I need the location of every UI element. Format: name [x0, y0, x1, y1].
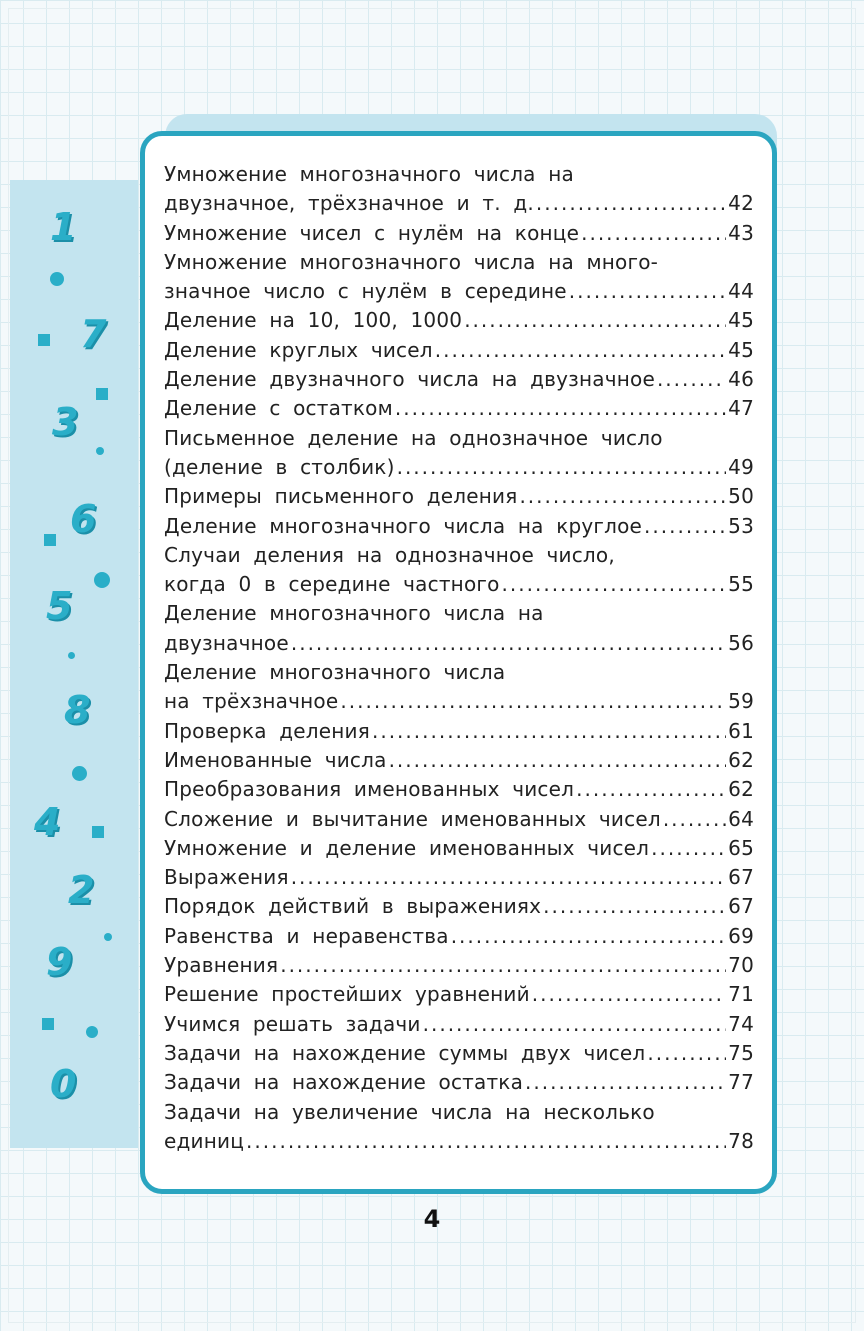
side-digit: 4 — [34, 800, 61, 844]
toc-entry-title: двузначное — [164, 630, 289, 655]
toc-entry-page: 47 — [728, 396, 754, 421]
toc-entry-title: Деление на 10, 100, 1000 — [164, 308, 463, 333]
toc-entry-first-line — [164, 599, 754, 628]
toc-entry[interactable] — [164, 570, 754, 599]
toc-entry-title-start: Деление многозначного числа на — [164, 601, 544, 626]
dot-leader — [543, 892, 726, 921]
side-digit: 9 — [46, 940, 73, 984]
dot-leader — [280, 951, 726, 980]
dot-leader — [576, 775, 726, 804]
toc-entry-title: Деление многозначного числа на круглое — [164, 513, 643, 538]
toc-entry-title: Примеры письменного деления — [164, 484, 518, 509]
toc-entry-first-line — [164, 541, 754, 570]
side-digit: 1 — [50, 205, 77, 249]
toc-entry[interactable] — [164, 1068, 754, 1097]
toc-entry-title: Деление круглых чисел — [164, 337, 433, 362]
dot-leader — [291, 863, 726, 892]
toc-entry-title: Уравнения — [164, 953, 279, 978]
toc-entry-page: 50 — [728, 484, 754, 509]
toc-entry[interactable] — [164, 482, 754, 511]
toc-entry-page: 75 — [728, 1040, 754, 1065]
toc-entry-title: Задачи на нахождение остатка — [164, 1070, 524, 1095]
toc-entry[interactable] — [164, 805, 754, 834]
side-digit: 6 — [70, 497, 97, 541]
dot-leader — [519, 482, 726, 511]
toc-entry-page: 65 — [728, 835, 754, 860]
toc-entry[interactable] — [164, 922, 754, 951]
toc-entry[interactable] — [164, 892, 754, 921]
toc-entry-title-start: Деление многозначного числа — [164, 660, 506, 685]
toc-entry[interactable] — [164, 980, 754, 1009]
toc-entry-page: 70 — [728, 953, 754, 978]
toc-entry-title: Порядок действий в выражениях — [164, 894, 542, 919]
dot-leader — [569, 277, 726, 306]
dot-leader — [663, 805, 726, 834]
page-number: 4 — [423, 1205, 441, 1233]
side-digit: 3 — [52, 400, 79, 444]
dot-leader — [581, 219, 726, 248]
toc-entry-title-start: Умножение многозначного числа на много- — [164, 249, 659, 274]
toc-entry-page: 55 — [728, 572, 754, 597]
dot-leader — [502, 570, 727, 599]
toc-entry-title: когда 0 в середине частного — [164, 572, 500, 597]
side-digit: 2 — [68, 868, 95, 912]
toc-entry-title: Умножение и деление именованных чисел — [164, 835, 650, 860]
toc-entry-page: 59 — [728, 689, 754, 714]
toc-entry-first-line — [164, 1098, 754, 1127]
decor-square — [92, 826, 104, 838]
dot-leader — [246, 1127, 726, 1156]
toc-entry[interactable] — [164, 189, 754, 218]
toc-entry-first-line — [164, 160, 754, 189]
toc-entry-title: Деление двузначного числа на двузначное — [164, 367, 655, 392]
dot-leader — [395, 394, 726, 423]
toc-entry-page: 56 — [728, 630, 754, 655]
decor-dot — [104, 933, 112, 941]
toc-entry-first-line — [164, 424, 754, 453]
toc-entry-title: Именованные числа — [164, 747, 387, 772]
toc-entry[interactable] — [164, 775, 754, 804]
dot-leader — [532, 980, 726, 1009]
toc-entry-title: Деление с остатком — [164, 396, 393, 421]
decor-square — [38, 334, 50, 346]
toc-entry[interactable] — [164, 1039, 754, 1068]
dot-leader — [647, 1039, 726, 1068]
toc-entry-page: 44 — [728, 279, 754, 304]
dot-leader — [389, 746, 727, 775]
toc-entry-title: Преобразования именованных чисел — [164, 777, 575, 802]
toc-entry-page: 45 — [728, 337, 754, 362]
toc-entry[interactable] — [164, 277, 754, 306]
toc-entry-title-start: Задачи на увеличение числа на несколько — [164, 1099, 655, 1124]
side-digit: 5 — [46, 584, 73, 628]
dot-leader — [525, 1068, 726, 1097]
toc-entry-page: 78 — [728, 1128, 754, 1153]
toc-entry-page: 45 — [728, 308, 754, 333]
toc-entry-page: 46 — [728, 367, 754, 392]
toc-entry[interactable] — [164, 951, 754, 980]
toc-entry[interactable] — [164, 306, 754, 335]
toc-entry-title: единиц — [164, 1128, 245, 1153]
toc-entry-title: Учимся решать задачи — [164, 1011, 421, 1036]
toc-entry-title: значное число с нулём в середине — [164, 279, 567, 304]
toc-entry-title: Умножение чисел с нулём на конце — [164, 220, 580, 245]
dot-leader — [397, 453, 727, 482]
dot-leader — [451, 922, 726, 951]
dot-leader — [651, 834, 726, 863]
side-digit: 8 — [64, 688, 91, 732]
side-digit: 0 — [50, 1062, 77, 1106]
toc-entry-title: Равенства и неравенства — [164, 923, 449, 948]
decor-square — [42, 1018, 54, 1030]
toc-entry-page: 42 — [728, 191, 754, 216]
toc-entry-title: Выражения — [164, 865, 289, 890]
decor-dot — [68, 652, 75, 659]
toc-entry[interactable] — [164, 1010, 754, 1039]
toc-entry[interactable] — [164, 746, 754, 775]
dot-leader — [536, 189, 726, 218]
dot-leader — [464, 306, 726, 335]
toc-entry-title: Задачи на нахождение суммы двух чисел — [164, 1040, 646, 1065]
dot-leader — [372, 717, 726, 746]
toc-entry-page: 67 — [728, 865, 754, 890]
toc-entry-title: двузначное, трёхзначное и т. д. — [164, 191, 534, 216]
toc-entry-page: 49 — [728, 454, 754, 479]
toc-entry-page: 62 — [728, 777, 754, 802]
decor-dot — [96, 447, 104, 455]
decor-square — [96, 388, 108, 400]
toc-entry-title: Проверка деления — [164, 718, 370, 743]
toc-entry[interactable] — [164, 687, 754, 716]
dot-leader — [291, 629, 726, 658]
toc-entry-title-start: Случаи деления на однозначное число, — [164, 542, 615, 567]
decor-square — [44, 534, 56, 546]
dot-leader — [657, 365, 726, 394]
decor-dot — [94, 572, 110, 588]
toc-entry[interactable] — [164, 629, 754, 658]
toc-entry-page: 43 — [728, 220, 754, 245]
toc-entry[interactable] — [164, 219, 754, 248]
decorative-side-strip — [10, 180, 138, 1148]
toc-entry-page: 67 — [728, 894, 754, 919]
toc-entry[interactable] — [164, 512, 754, 541]
toc-entry-page: 62 — [728, 747, 754, 772]
toc-entry-title: на трёхзначное — [164, 689, 339, 714]
toc-entry-page: 53 — [728, 513, 754, 538]
toc-entry-first-line — [164, 658, 754, 687]
toc-entry[interactable] — [164, 336, 754, 365]
toc-entry[interactable] — [164, 863, 754, 892]
toc-entry-page: 74 — [728, 1011, 754, 1036]
toc-entry-first-line — [164, 248, 754, 277]
toc-entry[interactable] — [164, 1127, 754, 1156]
dot-leader — [423, 1010, 727, 1039]
toc-entry-title-start: Умножение многозначного числа на — [164, 162, 574, 186]
toc-entry-page: 61 — [728, 718, 754, 743]
table-of-contents — [164, 160, 754, 1156]
dot-leader — [340, 687, 726, 716]
toc-entry[interactable] — [164, 394, 754, 423]
toc-entry[interactable] — [164, 365, 754, 394]
toc-entry-title-start: Письменное деление на однозначное число — [164, 425, 663, 450]
decor-dot — [50, 272, 64, 286]
decor-dot — [86, 1026, 98, 1038]
toc-entry[interactable] — [164, 834, 754, 863]
toc-entry-title: (деление в столбик) — [164, 454, 395, 479]
toc-entry[interactable] — [164, 453, 754, 482]
toc-entry-title: Сложение и вычитание именованных чисел — [164, 806, 661, 831]
toc-entry-title: Решение простейших уравнений — [164, 982, 530, 1007]
toc-entry-page: 71 — [728, 982, 754, 1007]
dot-leader — [644, 512, 726, 541]
dot-leader — [435, 336, 726, 365]
toc-entry-page: 64 — [728, 806, 754, 831]
toc-entry[interactable] — [164, 717, 754, 746]
toc-entry-page: 69 — [728, 923, 754, 948]
side-digit: 7 — [80, 312, 107, 356]
decor-dot — [72, 766, 87, 781]
toc-entry-page: 77 — [728, 1070, 754, 1095]
